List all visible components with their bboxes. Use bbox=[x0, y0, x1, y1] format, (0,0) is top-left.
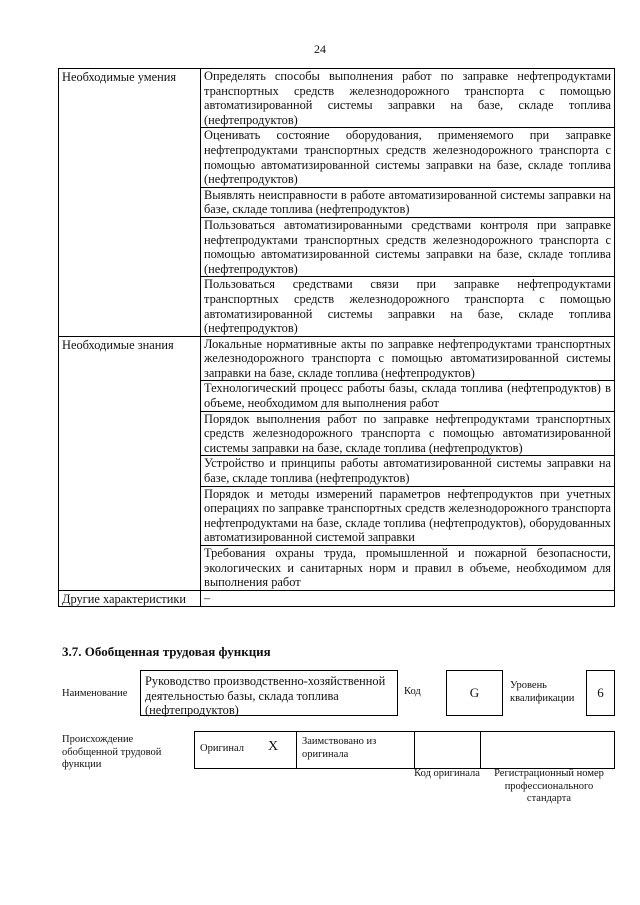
skill-item: Выявлять неисправности в работе автоматизированной системы заправки на базе, складе топлива (нефтепродуктов) bbox=[201, 187, 615, 217]
code-value: G bbox=[446, 670, 503, 716]
section-heading: 3.7. Обобщенная трудовая функция bbox=[62, 644, 271, 659]
skill-item: Пользоваться автоматизированными средствами контроля при заправке нефтепродуктами транспортных средств железнодорожного транспорта с помощью автоматизированной системы заправки на базе, складе топлива (нефтепродуктов) bbox=[201, 217, 615, 276]
knowledge-item: Локальные нормативные акты по заправке нефтепродуктами транспортных железнодорожного транспорта с помощью автоматизированной системы заправки на базе, складе топлива (нефтепродуктов) bbox=[201, 336, 615, 381]
name-label: Наименование bbox=[62, 688, 128, 699]
knowledge-item: Требования охраны труда, промышленной и пожарной безопасности, экологических и санитарных норм и правил в объеме, необходимом для выполнения работ bbox=[201, 546, 615, 591]
skills-label: Необходимые умения bbox=[59, 69, 201, 337]
requirements-table bbox=[58, 68, 615, 607]
other-label: Другие характеристики bbox=[59, 590, 201, 607]
other-value: – bbox=[201, 590, 615, 607]
knowledge-item: Порядок и методы измерений параметров нефтепродуктов при учетных операциях по заправке транспортных средств железнодорожного транспорта нефтепродуктами на базе, складе топлива (нефтепродуктов), оборудованных автоматизированной системой заправки bbox=[201, 486, 615, 545]
level-value: 6 bbox=[586, 670, 615, 716]
skill-item: Оценивать состояние оборудования, применяемого при заправке нефтепродуктами транспортных средств железнодорожного транспорта с помощью автоматизированной системы заправки на базе, складе топлива (нефтепродуктов) bbox=[201, 128, 615, 187]
origin-label: Происхождение обобщенной трудовой функции bbox=[62, 734, 162, 770]
level-label: Уровень квалификации bbox=[510, 680, 575, 704]
original-mark: X bbox=[268, 739, 279, 754]
code-label: Код bbox=[404, 686, 421, 697]
table-row bbox=[59, 69, 615, 128]
borrowed-label: Заимствовано из оригинала bbox=[302, 736, 377, 760]
knowledge-item: Технологический процесс работы базы, склада топлива (нефтепродуктов) в объеме, необходимом для выполнения работ bbox=[201, 381, 615, 411]
original-label: Оригинал bbox=[200, 743, 244, 754]
knowledge-item: Порядок выполнения работ по заправке нефтепродуктами транспортных средств железнодорожного транспорта с помощью автоматизированной системы заправки на базе, складе топлива (нефтепродуктов) bbox=[201, 411, 615, 456]
table-row bbox=[59, 336, 615, 381]
code-original-caption: Код оригинала bbox=[414, 768, 480, 779]
knowledge-label: Необходимые знания bbox=[59, 336, 201, 590]
skill-item: Пользоваться средствами связи при заправке нефтепродуктами транспортных средств железнодорожного транспорта с помощью автоматизированной системы заправки на базе, складе топлива (нефтепродуктов) bbox=[201, 277, 615, 336]
divider bbox=[296, 731, 297, 769]
function-name-value: Руководство производственно-хозяйственной деятельностью базы, склада топлива (нефтепродуктов) bbox=[140, 670, 398, 716]
divider bbox=[480, 731, 481, 769]
divider bbox=[414, 731, 415, 769]
knowledge-item: Устройство и принципы работы автоматизированной системы заправки на базе, складе топлива (нефтепродуктов) bbox=[201, 456, 615, 486]
reg-number-caption: Регистрационный номер профессионального стандарта bbox=[494, 768, 604, 804]
page-number: 24 bbox=[314, 42, 326, 56]
table-row bbox=[59, 590, 615, 607]
skill-item: Определять способы выполнения работ по заправке нефтепродуктами транспортных средств железнодорожного транспорта с помощью автоматизированной системы заправки на базе, складе топлива (нефтепродуктов) bbox=[201, 69, 615, 128]
